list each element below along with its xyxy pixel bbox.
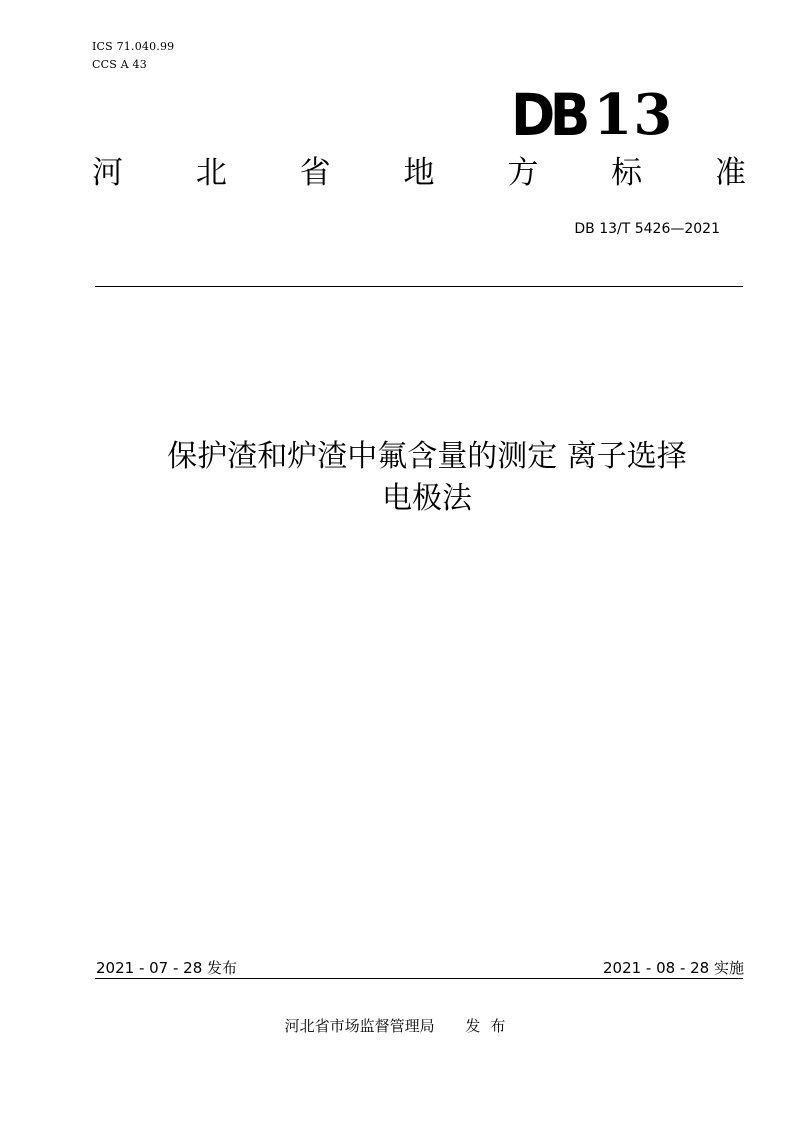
db-logo-letters: DB <box>511 81 585 149</box>
standard-type-char: 方 <box>507 155 539 191</box>
db13-logo <box>511 81 674 149</box>
footer-divider <box>95 978 743 979</box>
document-title-line-1: 保护渣和炉渣中氟含量的测定 离子选择 <box>167 439 687 474</box>
header-divider <box>95 286 743 287</box>
standard-number: DB 13/T 5426—2021 <box>574 221 720 237</box>
document-title <box>100 436 754 520</box>
standard-type-char: 准 <box>714 155 746 191</box>
standard-type-char: 标 <box>611 155 643 191</box>
issue-date: 2021 - 07 - 28 发布 <box>96 959 238 977</box>
standard-type-char: 地 <box>403 155 435 191</box>
db-logo-number: 13 <box>593 82 674 148</box>
ics-code: ICS 71.040.99 <box>92 40 175 53</box>
ccs-code: CCS A 43 <box>92 58 147 71</box>
standard-type-title <box>92 153 746 193</box>
document-title-line-2: 电极法 <box>382 481 472 516</box>
standard-type-char: 河 <box>92 155 123 191</box>
issuer-action: 发布 <box>465 1017 516 1035</box>
implementation-date: 2021 - 08 - 28 实施 <box>602 959 744 977</box>
issuer-line <box>0 1016 800 1036</box>
standard-type-char: 北 <box>195 155 227 191</box>
issuer-name: 河北省市场监督管理局 <box>284 1017 435 1035</box>
standard-type-char: 省 <box>299 155 331 191</box>
